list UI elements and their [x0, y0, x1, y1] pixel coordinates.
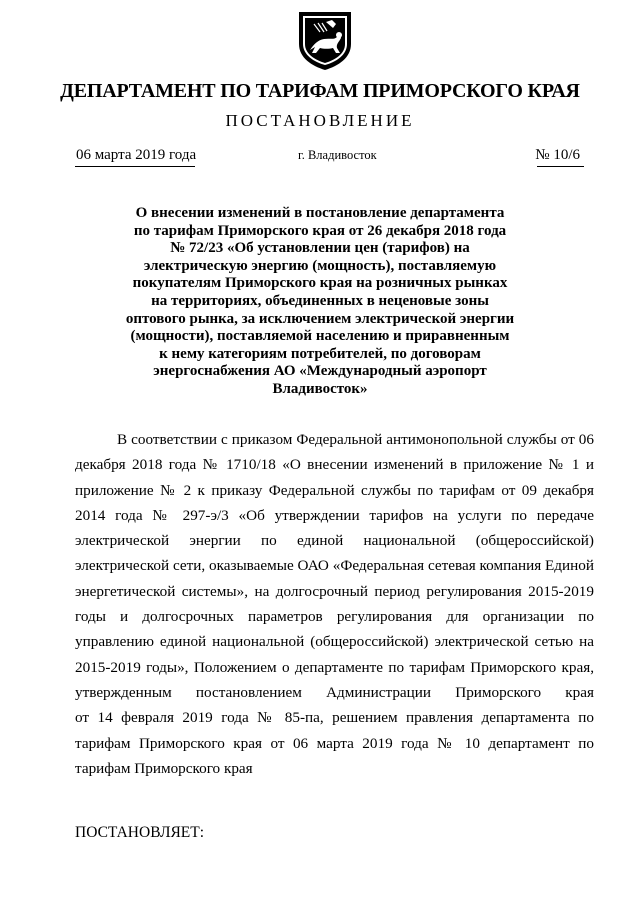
date-underline — [75, 166, 195, 167]
body-line: приложение № 2 к приказу Федеральной службы по тарифам от 09 декабря — [75, 481, 594, 499]
body-line: 2015-2019 годы», Положением о департаменте по тарифам Приморского края, — [75, 658, 594, 676]
body-line: В соответствии с приказом Федеральной антимонопольной службы от 06 — [117, 431, 594, 448]
subject-line: (мощности), поставляемой населению и приравненным — [130, 328, 510, 345]
subject-line: по тарифам Приморского края от 26 декабря 2018 года — [133, 222, 507, 239]
subject-line: покупателям Приморского края на розничных рынках — [132, 275, 508, 292]
department-title: ДЕПАРТАМЕНТ ПО ТАРИФАМ ПРИМОРСКОГО КРАЯ — [60, 80, 580, 102]
number-underline — [537, 166, 584, 167]
body-line: электрической сети, оказываемые ОАО «Федеральная сетевая компания Единой — [75, 557, 594, 575]
document-date: 06 марта 2019 года — [76, 147, 197, 163]
coat-of-arms-icon — [296, 10, 354, 72]
body-line: годы и долгосрочных параметров регулирования для организации по — [75, 608, 594, 626]
body-line: электрической энергии по единой национальной (общероссийской) — [75, 532, 594, 550]
body-line: 2014 года № 297-э/3 «Об утверждении тарифов на услуги по передаче — [75, 506, 594, 524]
body-line: управлению единой национальной (общероссийской) электрической сетью на — [75, 633, 594, 651]
document-city: г. Владивосток — [298, 148, 377, 162]
document-number: № 10/6 — [535, 147, 580, 163]
body-line: декабря 2018 года № 1710/18 «О внесении изменений в приложение № 1 и — [75, 456, 594, 474]
subject-line: на территориях, объединенных в неценовые зоны — [151, 292, 489, 309]
subject-line: О внесении изменений в постановление департамента — [135, 205, 505, 221]
document-type: ПОСТАНОВЛЕНИЕ — [225, 111, 415, 130]
subject-line: Владивосток» — [272, 380, 368, 397]
body-line: энергетической системы», на долгосрочный период регулирования 2015-2019 — [75, 582, 594, 600]
decree-heading: ПОСТАНОВЛЯЕТ: — [75, 824, 205, 841]
subject-line: энергоснабжения АО «Международный аэропорт — [153, 363, 487, 380]
subject-line: электрическую энергию (мощность), поставляемую — [143, 257, 497, 274]
body-line: тарифам Приморского края от 06 марта 2019 года № 10 департамент по — [75, 734, 594, 752]
body-line: тарифам Приморского края — [75, 759, 253, 777]
body-line: от 14 февраля 2019 года № 85-па, решением правления департамента по — [75, 709, 594, 727]
body-line: утвержденным постановлением Администрации Приморского края — [75, 683, 594, 701]
subject-line: № 72/23 «Об установлении цен (тарифов) на — [170, 240, 470, 257]
document-subject — [120, 205, 520, 399]
body-paragraph — [75, 427, 594, 781]
subject-line: к нему категориям потребителей, по договорам — [159, 345, 481, 362]
subject-line: оптового рынка, за исключением электрической энергии — [125, 310, 515, 327]
